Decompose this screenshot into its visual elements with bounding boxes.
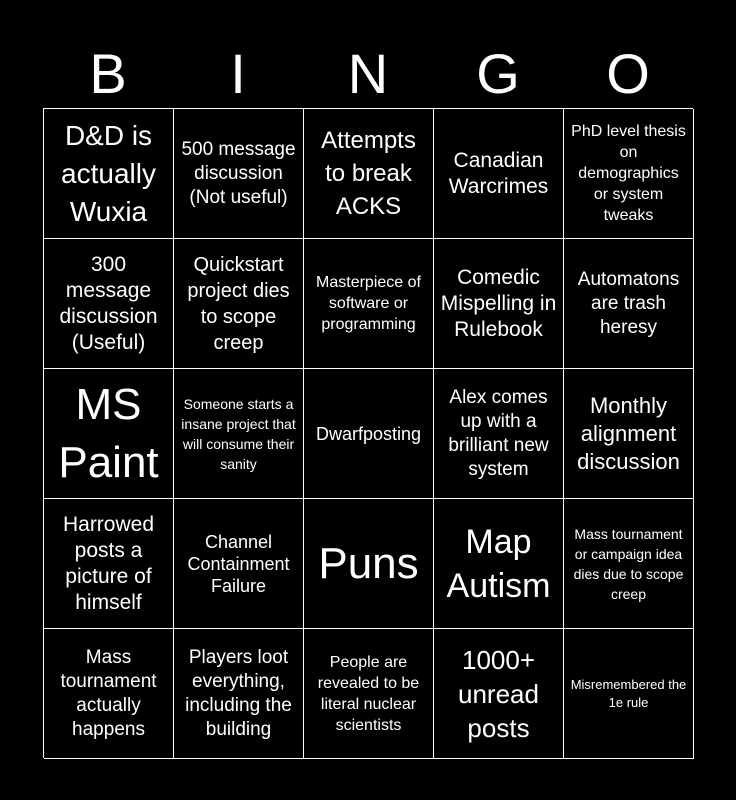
cell-label: Automatons are trash heresy (577, 268, 680, 338)
bingo-cell-r1-c3[interactable] (304, 109, 434, 239)
bingo-cell-r3-c3[interactable] (304, 369, 434, 499)
bingo-header (43, 40, 693, 108)
cell-label: Someone starts a insane project that will consume their sanity (181, 395, 296, 472)
cell-label: MS Paint (58, 379, 159, 487)
cell-label: Mass tournament actually happens (60, 646, 157, 740)
bingo-cell-r4-c1[interactable] (44, 499, 174, 629)
bingo-cell-r5-c2[interactable] (174, 629, 304, 759)
bingo-cell-r3-c4[interactable] (434, 369, 564, 499)
bingo-cell-r2-c1[interactable] (44, 239, 174, 369)
bingo-cell-r3-c2[interactable] (174, 369, 304, 499)
bingo-cell-r2-c5[interactable] (564, 239, 694, 369)
cell-label: Masterpiece of software or programming (316, 274, 421, 333)
bingo-cell-r4-c3[interactable] (304, 499, 434, 629)
cell-label: Misremembered the 1e rule (570, 676, 687, 710)
cell-label: Alex comes up with a brilliant new system (448, 386, 549, 480)
cell-label: Players loot everything, including the building (185, 646, 292, 740)
bingo-cell-r3-c1[interactable] (44, 369, 174, 499)
bingo-grid (43, 108, 693, 758)
bingo-cell-r5-c3[interactable] (304, 629, 434, 759)
bingo-cell-r1-c5[interactable] (564, 109, 694, 239)
bingo-cell-r4-c2[interactable] (174, 499, 304, 629)
cell-label: Canadian Warcrimes (448, 148, 549, 198)
bingo-cell-r4-c5[interactable] (564, 499, 694, 629)
cell-label: People are revealed to be literal nuclear scientists (317, 653, 420, 734)
header-letter-g: G (476, 42, 520, 105)
cell-label: Map Autism (446, 522, 551, 605)
bingo-cell-r1-c4[interactable] (434, 109, 564, 239)
bingo-cell-r5-c4[interactable] (434, 629, 564, 759)
cell-label: PhD level thesis on demographics or system tweaks (571, 123, 686, 224)
cell-label: Channel Containment Failure (187, 531, 290, 596)
cell-label: Dwarfposting (315, 423, 422, 444)
cell-label: 1000+ unread posts (458, 644, 539, 743)
header-letter-i: I (230, 42, 246, 105)
header-letter-o: O (606, 42, 650, 105)
cell-label: Comedic Mispelling in Rulebook (440, 265, 557, 341)
bingo-cell-r2-c2[interactable] (174, 239, 304, 369)
cell-label: 300 message discussion (Useful) (59, 252, 158, 354)
bingo-cell-r4-c4[interactable] (434, 499, 564, 629)
cell-label: Puns (318, 538, 419, 588)
bingo-cell-r2-c4[interactable] (434, 239, 564, 369)
cell-label: Mass tournament or campaign idea dies due to scope creep (573, 525, 684, 602)
bingo-cell-r5-c1[interactable] (44, 629, 174, 759)
bingo-cell-r2-c3[interactable] (304, 239, 434, 369)
bingo-cell-r1-c1[interactable] (44, 109, 174, 239)
cell-label: Harrowed posts a picture of himself (62, 512, 155, 614)
cell-label: D&D is actually Wuxia (61, 119, 156, 227)
bingo-cell-r1-c2[interactable] (174, 109, 304, 239)
cell-label: 500 message discussion (Not useful) (181, 138, 296, 208)
bingo-cell-r5-c5[interactable] (564, 629, 694, 759)
header-letter-b: B (89, 42, 127, 105)
cell-label: Quickstart project dies to scope creep (187, 253, 290, 354)
header-letter-n: N (347, 42, 389, 105)
bingo-cell-r3-c5[interactable] (564, 369, 694, 499)
cell-label: Attempts to break ACKS (321, 127, 416, 220)
cell-label: Monthly alignment discussion (577, 392, 680, 474)
